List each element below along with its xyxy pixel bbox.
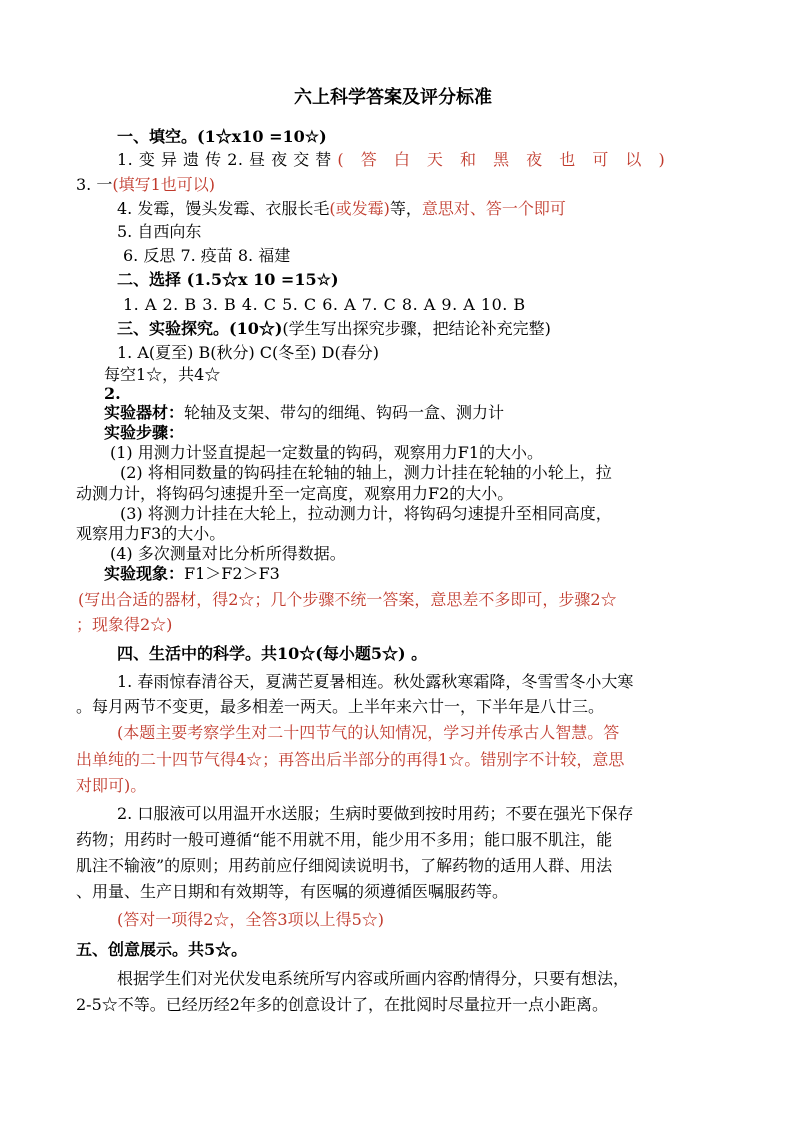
s3-equipment-line <box>104 403 504 423</box>
s3-step-4: (4) 多次测量对比分析所得数据。 <box>110 544 346 563</box>
section-5-heading: 五、创意展示。共5☆。 <box>76 940 248 959</box>
s4-p1-note-b: 出单纯的二十四节气得4☆；再答出后半部分的再得1☆。错别字不计较，意思 <box>76 750 625 769</box>
s1-line-5: 6. 反思 7. 疫苗 8. 福建 <box>123 246 291 265</box>
s4-p2-c: 肌注不输液”的原则；用药前应仔细阅读说明书，了解药物的适用人群、用法 <box>76 856 613 875</box>
s3-scoring-b: ；现象得2☆) <box>76 615 173 634</box>
section-2-heading: 二、选择 (1.5☆x 10 =15☆) <box>117 270 339 289</box>
s3-phenomenon-label: 实验现象： <box>104 564 185 583</box>
s5-p-a: 根据学生们对光伏发电系统所写内容或所画内容酌情得分，只要有想法， <box>117 969 630 988</box>
s4-p1-a: 1. 春雨惊春清谷天，夏满芒夏暑相连。秋处露秋寒霜降，冬雪雪冬小大寒 <box>117 672 634 691</box>
s1-line-2 <box>76 175 215 195</box>
s3-step-2b: 动测力计，将钩码匀速提升至一定高度，观察用力F2的大小。 <box>76 484 514 503</box>
s1-answer-3: 3. 一 <box>76 175 113 194</box>
s3-step-3a: (3) 将测力计挂在大轮上，拉动测力计，将钩码匀速提升至相同高度， <box>120 504 612 523</box>
s3-step-3b: 观察用力F3的大小。 <box>76 524 226 543</box>
s3-q1: 1. A(夏至) B(秋分) C(冬至) D(春分) <box>117 343 379 362</box>
s3-q2: 2. <box>104 384 121 403</box>
s3-scoring-a: (写出合适的器材，得2☆；几个步骤不统一答案，意思差不多即可，步骤2☆ <box>78 590 617 609</box>
s3-step-1: (1) 用测力计竖直提起一定数量的钩码，观察用力F1的大小。 <box>110 443 544 462</box>
s3-steps-label: 实验步骤： <box>104 423 185 442</box>
s4-p2-d: 、用量、生产日期和有效期等，有医嘱的须遵循医嘱服药等。 <box>76 882 509 901</box>
s4-p2-a: 2. 口服液可以用温开水送服；生病时要做到按时用药；不要在强光下保存 <box>117 804 634 823</box>
s3-note: (学生写出探究步骤，把结论补充完整) <box>282 319 551 338</box>
s3-phenomenon: F1＞F2＞F3 <box>184 564 280 583</box>
s1-note-4b: 意思对、答一个即可 <box>421 199 566 218</box>
s1-line-1 <box>117 150 671 170</box>
s4-p1-note-c: 对即可)。 <box>76 776 147 795</box>
s5-p-b: 2-5☆不等。已经历经2年多的创意设计了，在批阅时尽量拉开一点小距离。 <box>76 995 608 1014</box>
s1-line-3 <box>117 199 566 219</box>
s1-answers-1-2: 1. 变 异 遗 传 2. 昼 夜 交 替 <box>117 150 338 169</box>
s4-p2-note: (答对一项得2☆，全答3项以上得5☆) <box>117 910 385 929</box>
s1-answer-4: 4. 发霉，馒头发霉、衣服长毛 <box>117 199 330 218</box>
section-3-heading: 三、实验探究。(10☆) <box>117 319 283 338</box>
s1-line-4: 5. 自西向东 <box>117 222 202 241</box>
s1-note-4a: (或发霉) <box>329 199 390 218</box>
section-4-heading: 四、生活中的科学。共10☆(每小题5☆) 。 <box>117 644 428 663</box>
s1-note-day-night: ( 答 白 天 和 黑 夜 也 可 以 ) <box>337 150 671 169</box>
s3-step-2a: (2) 将相同数量的钩码挂在轮轴的轴上，测力计挂在轮轴的小轮上，拉 <box>120 463 612 482</box>
s4-p1-note-a: (本题主要考察学生对二十四节气的认知情况，学习并传承古人智慧。答 <box>117 723 620 742</box>
s1-answer-4-etc: 等， <box>389 199 422 218</box>
s4-p1-b: 。每月两节不变更，最多相差一两天。上半年来六廿一，下半年是八廿三。 <box>76 697 605 716</box>
s3-phenomenon-line <box>104 564 280 584</box>
s3-q1-score: 每空1☆，共4☆ <box>104 365 221 384</box>
s2-answers: 1. A 2. B 3. B 4. C 5. C 6. A 7. C 8. A 9. A 10. B <box>123 295 526 314</box>
section-1-heading: 一、填空。(1☆x10 =10☆) <box>117 127 327 146</box>
section-3-heading-line <box>117 319 551 339</box>
page-title: 六上科学答案及评分标准 <box>294 87 492 108</box>
s4-p2-b: 药物；用药时一般可遵循“能不用就不用，能少用不多用；能口服不肌注，能 <box>76 830 613 849</box>
s1-note-3: (填写1也可以) <box>112 175 216 194</box>
s3-equipment: 轮轴及支架、带勾的细绳、钩码一盒、测力计 <box>184 403 505 422</box>
s3-equipment-label: 实验器材： <box>104 403 185 422</box>
